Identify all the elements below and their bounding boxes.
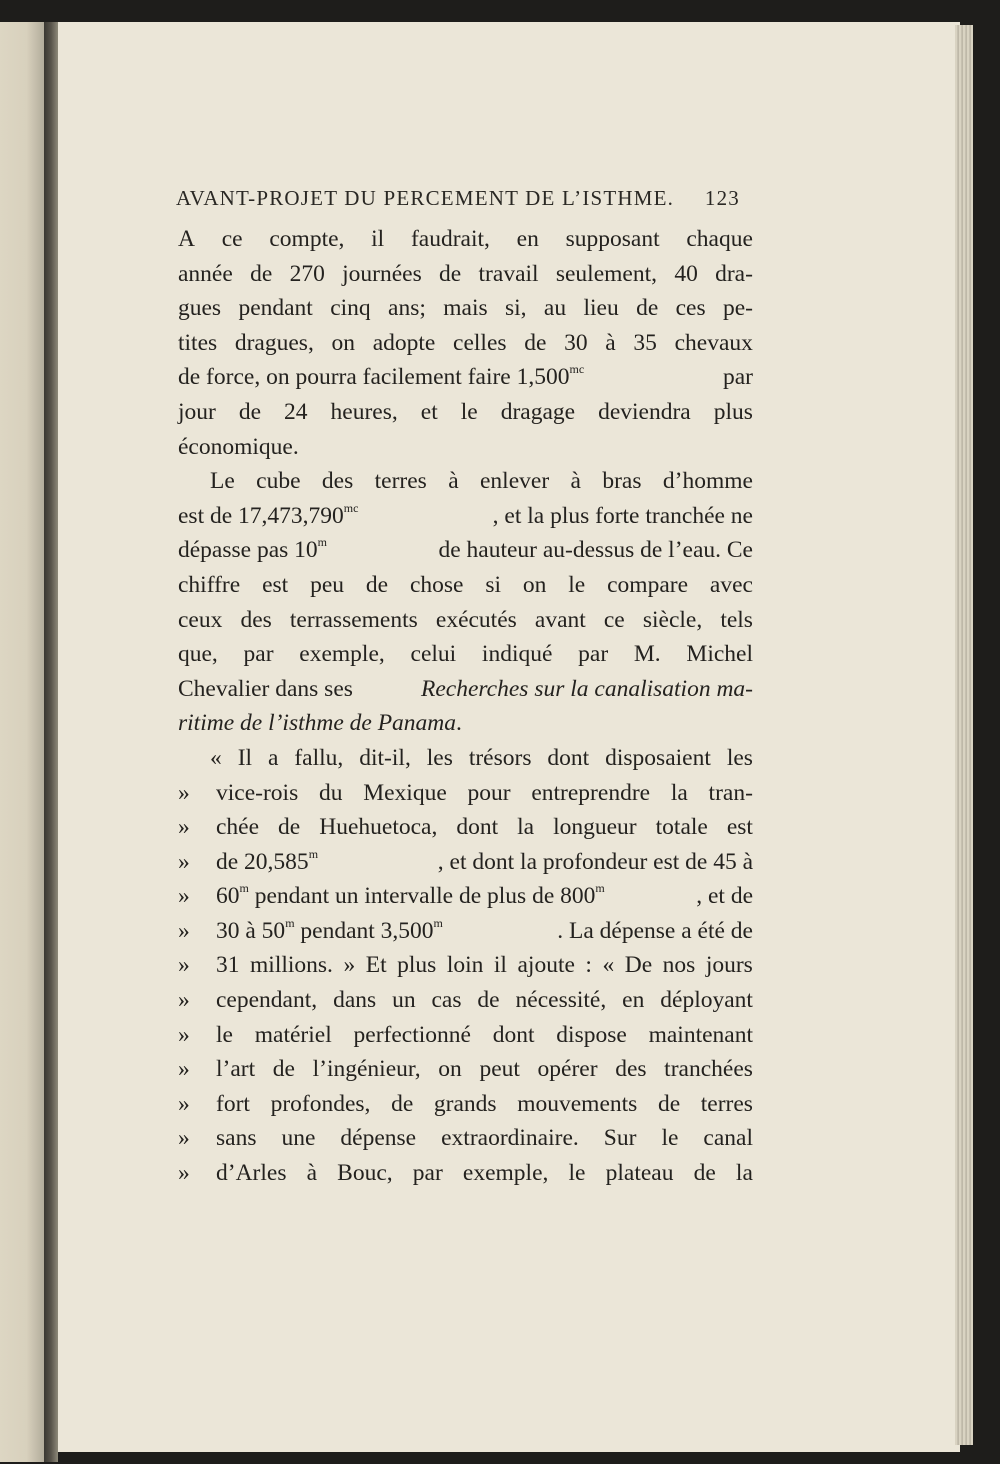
text-line: gues pendant cinq ans; mais si, au lieu de ces pe- [178, 295, 753, 322]
quote-line: » le matériel perfectionné dont dispose maintenant [178, 1021, 753, 1048]
text-line: est de $17,473,790^{mc}$ , et la plus forte tranchée ne [178, 500, 753, 529]
body-text [178, 222, 753, 1191]
quote-line: » fort profondes, de grands mouvements de terres [178, 1090, 753, 1117]
quote-line: » 60$^m$ pendant un intervalle de plus de 800$^m$ , et de [178, 881, 753, 910]
text-line: dépasse pas 10$^m$ de hauteur au-dessus de l’eau. Ce [178, 535, 753, 564]
text-line: A ce compte, il faudrait, en supposant chaque [178, 226, 753, 252]
text-line: chiffre est peu de chose si on le compare avec [178, 571, 753, 598]
quote-line: » d’Arles à Bouc, par exemple, le plateau de la [178, 1160, 753, 1187]
running-title: AVANT-PROJET DU PERCEMENT DE L’ISTHME. [176, 186, 675, 210]
text-line: année de 270 journées de travail seulement, 40 dra- [178, 260, 753, 287]
text-line: ritime de l’isthme de Panama . [178, 706, 753, 741]
quote-line: » de 20,585$^m$ , et dont la profondeur est de 45 à [178, 846, 753, 875]
paragraph-start: Le cube des terres à enlever à bras d’homme [210, 468, 753, 495]
page-stack-edge [955, 25, 973, 1445]
quote-line: » chée de Huehuetoca, dont la longueur totale est [178, 814, 753, 841]
book-gutter [44, 22, 58, 1462]
text-line: économique. [178, 433, 299, 460]
text-line: ceux des terrassements exécutés avant ce siècle, tels [178, 606, 753, 633]
cited-title: ritime de l’isthme de Panama [178, 710, 457, 737]
quote-line: » l’art de l’ingénieur, on peut opérer des tranchées [178, 1056, 753, 1083]
facing-page-edge [0, 22, 44, 1462]
text-line: tites dragues, on adopte celles de 30 à 35 chevaux [178, 329, 753, 356]
text-line: jour de 24 heures, et le dragage deviendra plus [178, 398, 753, 425]
quote-line: » vice-rois du Mexique pour entreprendre la tran- [178, 779, 753, 806]
cited-title: Recherches sur la canalisation ma- [421, 675, 753, 702]
text-line: que, par exemple, celui indiqué par M. Michel [178, 641, 753, 668]
quote-line: » 30 à 50$^m$ pendant 3,500$^m$ . La dépense a été de [178, 915, 753, 944]
text-line: Chevalier dans ses Recherches sur la canalisation ma- [178, 672, 753, 707]
quote-line: » 31 millions. » Et plus loin il ajoute : « De nos jours [178, 952, 753, 979]
quote-start: « Il a fallu, dit-il, les trésors dont disposaient les [210, 744, 753, 771]
running-head [176, 186, 740, 211]
quote-line: » cependant, dans un cas de nécessité, en déployant [178, 987, 753, 1014]
text-line: de force, on pourra facilement faire $1,500^{mc}$ par [178, 362, 753, 391]
page-number: 123 [704, 186, 740, 210]
quote-line: » sans une dépense extraordinaire. Sur le canal [178, 1125, 753, 1152]
